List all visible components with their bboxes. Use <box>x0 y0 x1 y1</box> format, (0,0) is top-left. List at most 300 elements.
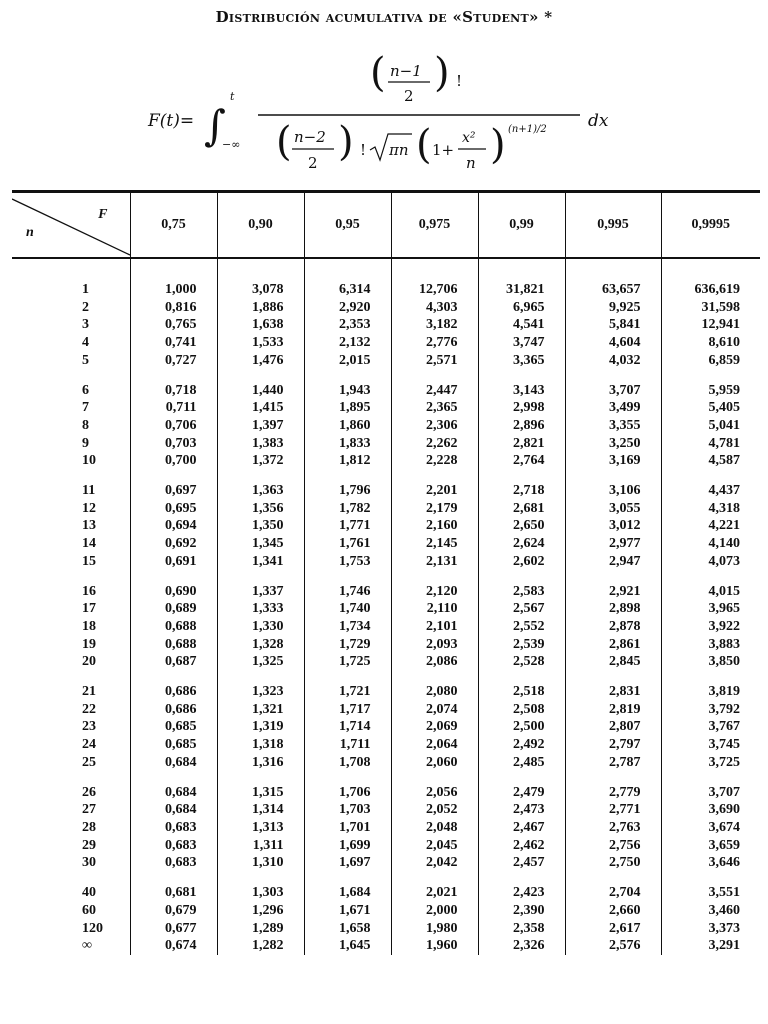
value-cell: 0,697 <box>130 470 217 500</box>
value-cell: 2,086 <box>391 653 478 671</box>
table-row <box>12 837 760 855</box>
value-cell: 1,311 <box>217 837 304 855</box>
row-n-cell: 27 <box>82 802 96 818</box>
value-cell: 2,571 <box>391 352 478 370</box>
header-f-label: F <box>98 207 108 222</box>
value-cell: 1,323 <box>217 671 304 701</box>
value-cell: 1,319 <box>217 718 304 736</box>
value-cell: 1,671 <box>304 902 391 920</box>
row-n-cell: 22 <box>82 701 96 717</box>
value-cell: 0,765 <box>130 316 217 334</box>
value-cell: 4,587 <box>661 452 760 470</box>
row-n-cell: 29 <box>82 837 96 853</box>
paren-right-icon: ) <box>434 50 450 96</box>
value-cell: 0,683 <box>130 854 217 872</box>
value-cell: 1,341 <box>217 553 304 571</box>
row-n-cell: 24 <box>82 737 96 753</box>
value-cell: 2,201 <box>391 470 478 500</box>
header-corner <box>12 192 130 259</box>
table-row <box>12 671 760 701</box>
value-cell: 3,674 <box>661 819 760 837</box>
value-cell: 1,316 <box>217 754 304 772</box>
table-row <box>12 701 760 719</box>
table-row <box>12 872 760 902</box>
value-cell: 0,718 <box>130 370 217 400</box>
value-cell: 1,812 <box>304 452 391 470</box>
column-header: 0,975 <box>391 192 478 259</box>
row-n-cell: 20 <box>82 654 96 670</box>
value-cell: 3,965 <box>661 600 760 618</box>
formula-num-fact: ! <box>456 72 463 90</box>
distribution-table <box>12 190 760 955</box>
value-cell: 12,706 <box>391 258 478 299</box>
row-n-cell: 1 <box>82 282 89 297</box>
formula-dx: dx <box>588 111 609 131</box>
value-cell: 2,479 <box>478 772 565 802</box>
formula-upper-limit: t <box>230 90 235 103</box>
value-cell: 3,819 <box>661 671 760 701</box>
value-cell: 0,695 <box>130 500 217 518</box>
row-n-cell: 3 <box>82 317 89 333</box>
value-cell: 2,485 <box>478 754 565 772</box>
value-cell: 1,328 <box>217 636 304 654</box>
row-n-cell: 2 <box>82 299 89 315</box>
value-cell: 0,688 <box>130 636 217 654</box>
row-n-cell: 30 <box>82 855 96 871</box>
value-cell: 0,691 <box>130 553 217 571</box>
value-cell: 1,711 <box>304 736 391 754</box>
table-row <box>12 819 760 837</box>
table-row <box>12 600 760 618</box>
value-cell: 8,610 <box>661 334 760 352</box>
value-cell: 2,473 <box>478 801 565 819</box>
row-n-cell: 13 <box>82 518 96 534</box>
row-n-cell: 19 <box>82 636 96 652</box>
value-cell: 2,015 <box>304 352 391 370</box>
value-cell: 63,657 <box>565 258 661 299</box>
table-row <box>12 653 760 671</box>
value-cell: 2,756 <box>565 837 661 855</box>
value-cell: 4,073 <box>661 553 760 571</box>
table-body <box>12 258 760 955</box>
value-cell: 0,689 <box>130 600 217 618</box>
table-row <box>12 334 760 352</box>
value-cell: 1,699 <box>304 837 391 855</box>
value-cell: 2,390 <box>478 902 565 920</box>
value-cell: 2,056 <box>391 772 478 802</box>
value-cell: 1,397 <box>217 417 304 435</box>
table-row <box>12 517 760 535</box>
value-cell: 1,345 <box>217 535 304 553</box>
value-cell: 1,330 <box>217 618 304 636</box>
value-cell: 3,883 <box>661 636 760 654</box>
table-row <box>12 316 760 334</box>
value-cell: 2,704 <box>565 872 661 902</box>
value-cell: 4,541 <box>478 316 565 334</box>
formula-svg <box>0 40 768 190</box>
value-cell: 2,807 <box>565 718 661 736</box>
value-cell: 2,500 <box>478 718 565 736</box>
value-cell: 1,282 <box>217 937 304 955</box>
value-cell: 0,727 <box>130 352 217 370</box>
value-cell: 1,313 <box>217 819 304 837</box>
column-header: 0,75 <box>130 192 217 259</box>
value-cell: 3,291 <box>661 937 760 955</box>
value-cell: 1,476 <box>217 352 304 370</box>
value-cell: 1,960 <box>391 937 478 955</box>
value-cell: 0,688 <box>130 618 217 636</box>
table-row <box>12 636 760 654</box>
value-cell: 0,741 <box>130 334 217 352</box>
value-cell: 1,782 <box>304 500 391 518</box>
value-cell: 4,032 <box>565 352 661 370</box>
table-header-row <box>12 192 760 259</box>
value-cell: 0,694 <box>130 517 217 535</box>
row-n-cell: 25 <box>82 754 96 770</box>
row-n-cell: 12 <box>82 500 96 516</box>
value-cell: 1,333 <box>217 600 304 618</box>
value-cell: 6,965 <box>478 299 565 317</box>
value-cell: 1,701 <box>304 819 391 837</box>
table-row <box>12 902 760 920</box>
table-row <box>12 736 760 754</box>
column-header: 0,995 <box>565 192 661 259</box>
value-cell: 4,140 <box>661 535 760 553</box>
table-row <box>12 937 760 955</box>
value-cell: 2,365 <box>391 399 478 417</box>
value-cell: 31,821 <box>478 258 565 299</box>
value-cell: 2,353 <box>304 316 391 334</box>
row-n-cell: 10 <box>82 453 96 469</box>
value-cell: 2,048 <box>391 819 478 837</box>
value-cell: 2,617 <box>565 920 661 938</box>
value-cell: 4,781 <box>661 435 760 453</box>
value-cell: 2,797 <box>565 736 661 754</box>
value-cell: 3,355 <box>565 417 661 435</box>
formula-num-bottom: 2 <box>404 87 414 105</box>
value-cell: 2,042 <box>391 854 478 872</box>
table-row <box>12 801 760 819</box>
value-cell: 1,703 <box>304 801 391 819</box>
value-cell: 0,685 <box>130 718 217 736</box>
integral-sign-icon: ∫ <box>204 101 226 150</box>
value-cell: 0,685 <box>130 736 217 754</box>
table-row <box>12 553 760 571</box>
value-cell: 2,508 <box>478 701 565 719</box>
value-cell: 2,602 <box>478 553 565 571</box>
value-cell: 1,708 <box>304 754 391 772</box>
value-cell: 1,714 <box>304 718 391 736</box>
value-cell: 4,221 <box>661 517 760 535</box>
table-row <box>12 718 760 736</box>
formula-lhs: F(t)= <box>148 111 195 131</box>
value-cell: 2,650 <box>478 517 565 535</box>
value-cell: 1,000 <box>130 258 217 299</box>
value-cell: 3,373 <box>661 920 760 938</box>
value-cell: 0,690 <box>130 571 217 601</box>
row-n-cell: 8 <box>82 417 89 433</box>
value-cell: 0,703 <box>130 435 217 453</box>
value-cell: 2,763 <box>565 819 661 837</box>
value-cell: 5,959 <box>661 370 760 400</box>
table-row <box>12 417 760 435</box>
value-cell: 5,405 <box>661 399 760 417</box>
value-cell: 0,674 <box>130 937 217 955</box>
value-cell: 3,850 <box>661 653 760 671</box>
formula-den-top: n−2 <box>294 128 326 146</box>
table-row <box>12 258 760 299</box>
value-cell: 4,318 <box>661 500 760 518</box>
formula-exponent: (n+1)/2 <box>508 124 547 135</box>
value-cell: 1,717 <box>304 701 391 719</box>
value-cell: 2,787 <box>565 754 661 772</box>
student-t-table <box>12 190 756 1024</box>
value-cell: 2,718 <box>478 470 565 500</box>
value-cell: 2,861 <box>565 636 661 654</box>
value-cell: 3,182 <box>391 316 478 334</box>
table-row <box>12 470 760 500</box>
value-cell: 1,725 <box>304 653 391 671</box>
row-n-cell: 7 <box>82 400 89 416</box>
value-cell: 4,303 <box>391 299 478 317</box>
value-cell: 2,462 <box>478 837 565 855</box>
value-cell: 1,533 <box>217 334 304 352</box>
formula <box>0 40 768 190</box>
value-cell: 3,707 <box>661 772 760 802</box>
value-cell: 1,325 <box>217 653 304 671</box>
value-cell: 3,365 <box>478 352 565 370</box>
value-cell: 2,878 <box>565 618 661 636</box>
value-cell: 1,440 <box>217 370 304 400</box>
value-cell: 2,423 <box>478 872 565 902</box>
row-n-cell: 4 <box>82 335 89 351</box>
value-cell: 1,350 <box>217 517 304 535</box>
formula-den-bottom: 2 <box>308 154 318 172</box>
table-row <box>12 299 760 317</box>
value-cell: 3,659 <box>661 837 760 855</box>
formula-lower-limit: −∞ <box>222 138 241 151</box>
value-cell: 1,706 <box>304 772 391 802</box>
row-n-cell: 5 <box>82 352 89 368</box>
value-cell: 1,383 <box>217 435 304 453</box>
value-cell: 2,074 <box>391 701 478 719</box>
value-cell: 1,315 <box>217 772 304 802</box>
table-row <box>12 571 760 601</box>
value-cell: 0,687 <box>130 653 217 671</box>
value-cell: 2,624 <box>478 535 565 553</box>
table-row <box>12 500 760 518</box>
value-cell: 2,947 <box>565 553 661 571</box>
value-cell: 1,356 <box>217 500 304 518</box>
value-cell: 1,296 <box>217 902 304 920</box>
value-cell: 2,898 <box>565 600 661 618</box>
value-cell: 31,598 <box>661 299 760 317</box>
row-n-cell: 15 <box>82 553 96 569</box>
value-cell: 3,745 <box>661 736 760 754</box>
table-row <box>12 772 760 802</box>
value-cell: 2,064 <box>391 736 478 754</box>
value-cell: 2,179 <box>391 500 478 518</box>
value-cell: 3,707 <box>565 370 661 400</box>
value-cell: 1,321 <box>217 701 304 719</box>
value-cell: 3,646 <box>661 854 760 872</box>
value-cell: 1,337 <box>217 571 304 601</box>
value-cell: 2,779 <box>565 772 661 802</box>
value-cell: 3,169 <box>565 452 661 470</box>
row-n-cell: 16 <box>82 583 96 599</box>
value-cell: 4,604 <box>565 334 661 352</box>
value-cell: 1,753 <box>304 553 391 571</box>
value-cell: 1,771 <box>304 517 391 535</box>
table-row <box>12 854 760 872</box>
value-cell: 5,841 <box>565 316 661 334</box>
row-n-cell: 28 <box>82 819 96 835</box>
value-cell: 2,896 <box>478 417 565 435</box>
value-cell: 0,686 <box>130 671 217 701</box>
value-cell: 3,725 <box>661 754 760 772</box>
value-cell: 0,816 <box>130 299 217 317</box>
value-cell: 0,684 <box>130 772 217 802</box>
value-cell: 1,310 <box>217 854 304 872</box>
value-cell: 0,700 <box>130 452 217 470</box>
value-cell: 1,721 <box>304 671 391 701</box>
paren-left-icon: ( <box>416 122 432 168</box>
value-cell: 2,845 <box>565 653 661 671</box>
value-cell: 2,045 <box>391 837 478 855</box>
formula-den-fact: ! <box>360 141 367 159</box>
value-cell: 1,761 <box>304 535 391 553</box>
value-cell: 1,314 <box>217 801 304 819</box>
paren-left-icon: ( <box>370 50 386 96</box>
value-cell: 1,796 <box>304 470 391 500</box>
value-cell: 3,143 <box>478 370 565 400</box>
value-cell: 2,326 <box>478 937 565 955</box>
value-cell: 1,886 <box>217 299 304 317</box>
value-cell: 3,767 <box>661 718 760 736</box>
formula-num-top: n−1 <box>390 62 422 80</box>
value-cell: 2,160 <box>391 517 478 535</box>
value-cell: 1,372 <box>217 452 304 470</box>
value-cell: 0,683 <box>130 819 217 837</box>
value-cell: 2,467 <box>478 819 565 837</box>
value-cell: 0,683 <box>130 837 217 855</box>
value-cell: 2,457 <box>478 854 565 872</box>
value-cell: 9,925 <box>565 299 661 317</box>
row-n-cell: ∞ <box>82 938 92 954</box>
value-cell: 2,110 <box>391 600 478 618</box>
value-cell: 0,679 <box>130 902 217 920</box>
value-cell: 0,684 <box>130 754 217 772</box>
formula-sqrt-arg: πn <box>389 141 409 159</box>
value-cell: 2,552 <box>478 618 565 636</box>
value-cell: 2,921 <box>565 571 661 601</box>
value-cell: 2,660 <box>565 902 661 920</box>
value-cell: 2,060 <box>391 754 478 772</box>
value-cell: 2,821 <box>478 435 565 453</box>
value-cell: 2,819 <box>565 701 661 719</box>
row-n-cell: 6 <box>82 382 89 398</box>
value-cell: 1,638 <box>217 316 304 334</box>
value-cell: 2,447 <box>391 370 478 400</box>
value-cell: 4,437 <box>661 470 760 500</box>
value-cell: 2,920 <box>304 299 391 317</box>
value-cell: 3,055 <box>565 500 661 518</box>
column-header: 0,9995 <box>661 192 760 259</box>
value-cell: 1,860 <box>304 417 391 435</box>
value-cell: 1,684 <box>304 872 391 902</box>
value-cell: 4,015 <box>661 571 760 601</box>
column-header: 0,95 <box>304 192 391 259</box>
value-cell: 2,576 <box>565 937 661 955</box>
value-cell: 0,706 <box>130 417 217 435</box>
header-n-label: n <box>26 225 34 240</box>
value-cell: 2,771 <box>565 801 661 819</box>
row-n-cell: 23 <box>82 719 96 735</box>
table-row <box>12 435 760 453</box>
value-cell: 6,314 <box>304 258 391 299</box>
value-cell: 1,415 <box>217 399 304 417</box>
value-cell: 0,684 <box>130 801 217 819</box>
row-n-cell: 17 <box>82 601 96 617</box>
value-cell: 2,567 <box>478 600 565 618</box>
table-row <box>12 370 760 400</box>
value-cell: 2,101 <box>391 618 478 636</box>
value-cell: 2,021 <box>391 872 478 902</box>
value-cell: 2,492 <box>478 736 565 754</box>
row-n-cell: 21 <box>82 684 96 700</box>
value-cell: 2,120 <box>391 571 478 601</box>
value-cell: 2,528 <box>478 653 565 671</box>
column-header: 0,99 <box>478 192 565 259</box>
value-cell: 3,922 <box>661 618 760 636</box>
value-cell: 1,658 <box>304 920 391 938</box>
value-cell: 1,289 <box>217 920 304 938</box>
table-row <box>12 618 760 636</box>
formula-x2: x² <box>462 130 476 146</box>
value-cell: 6,859 <box>661 352 760 370</box>
row-n-cell: 18 <box>82 618 96 634</box>
row-n-cell: 11 <box>82 483 96 499</box>
page-title: Distribución acumulativa de «Student» * <box>215 8 553 26</box>
row-n-cell: 9 <box>82 435 89 451</box>
row-n-cell: 60 <box>82 902 96 918</box>
paren-right-icon: ) <box>490 122 506 168</box>
value-cell: 2,052 <box>391 801 478 819</box>
value-cell: 0,677 <box>130 920 217 938</box>
value-cell: 2,132 <box>304 334 391 352</box>
value-cell: 1,833 <box>304 435 391 453</box>
value-cell: 2,998 <box>478 399 565 417</box>
table-row <box>12 399 760 417</box>
value-cell: 2,583 <box>478 571 565 601</box>
value-cell: 1,697 <box>304 854 391 872</box>
value-cell: 0,692 <box>130 535 217 553</box>
value-cell: 1,746 <box>304 571 391 601</box>
table-row <box>12 535 760 553</box>
value-cell: 2,131 <box>391 553 478 571</box>
row-n-cell: 120 <box>82 920 103 936</box>
row-n-cell: 40 <box>82 885 96 901</box>
value-cell: 2,750 <box>565 854 661 872</box>
column-header: 0,90 <box>217 192 304 259</box>
value-cell: 3,250 <box>565 435 661 453</box>
paren-right-icon: ) <box>338 119 354 165</box>
value-cell: 0,686 <box>130 701 217 719</box>
table-row <box>12 352 760 370</box>
value-cell: 3,499 <box>565 399 661 417</box>
value-cell: 2,093 <box>391 636 478 654</box>
value-cell: 0,681 <box>130 872 217 902</box>
